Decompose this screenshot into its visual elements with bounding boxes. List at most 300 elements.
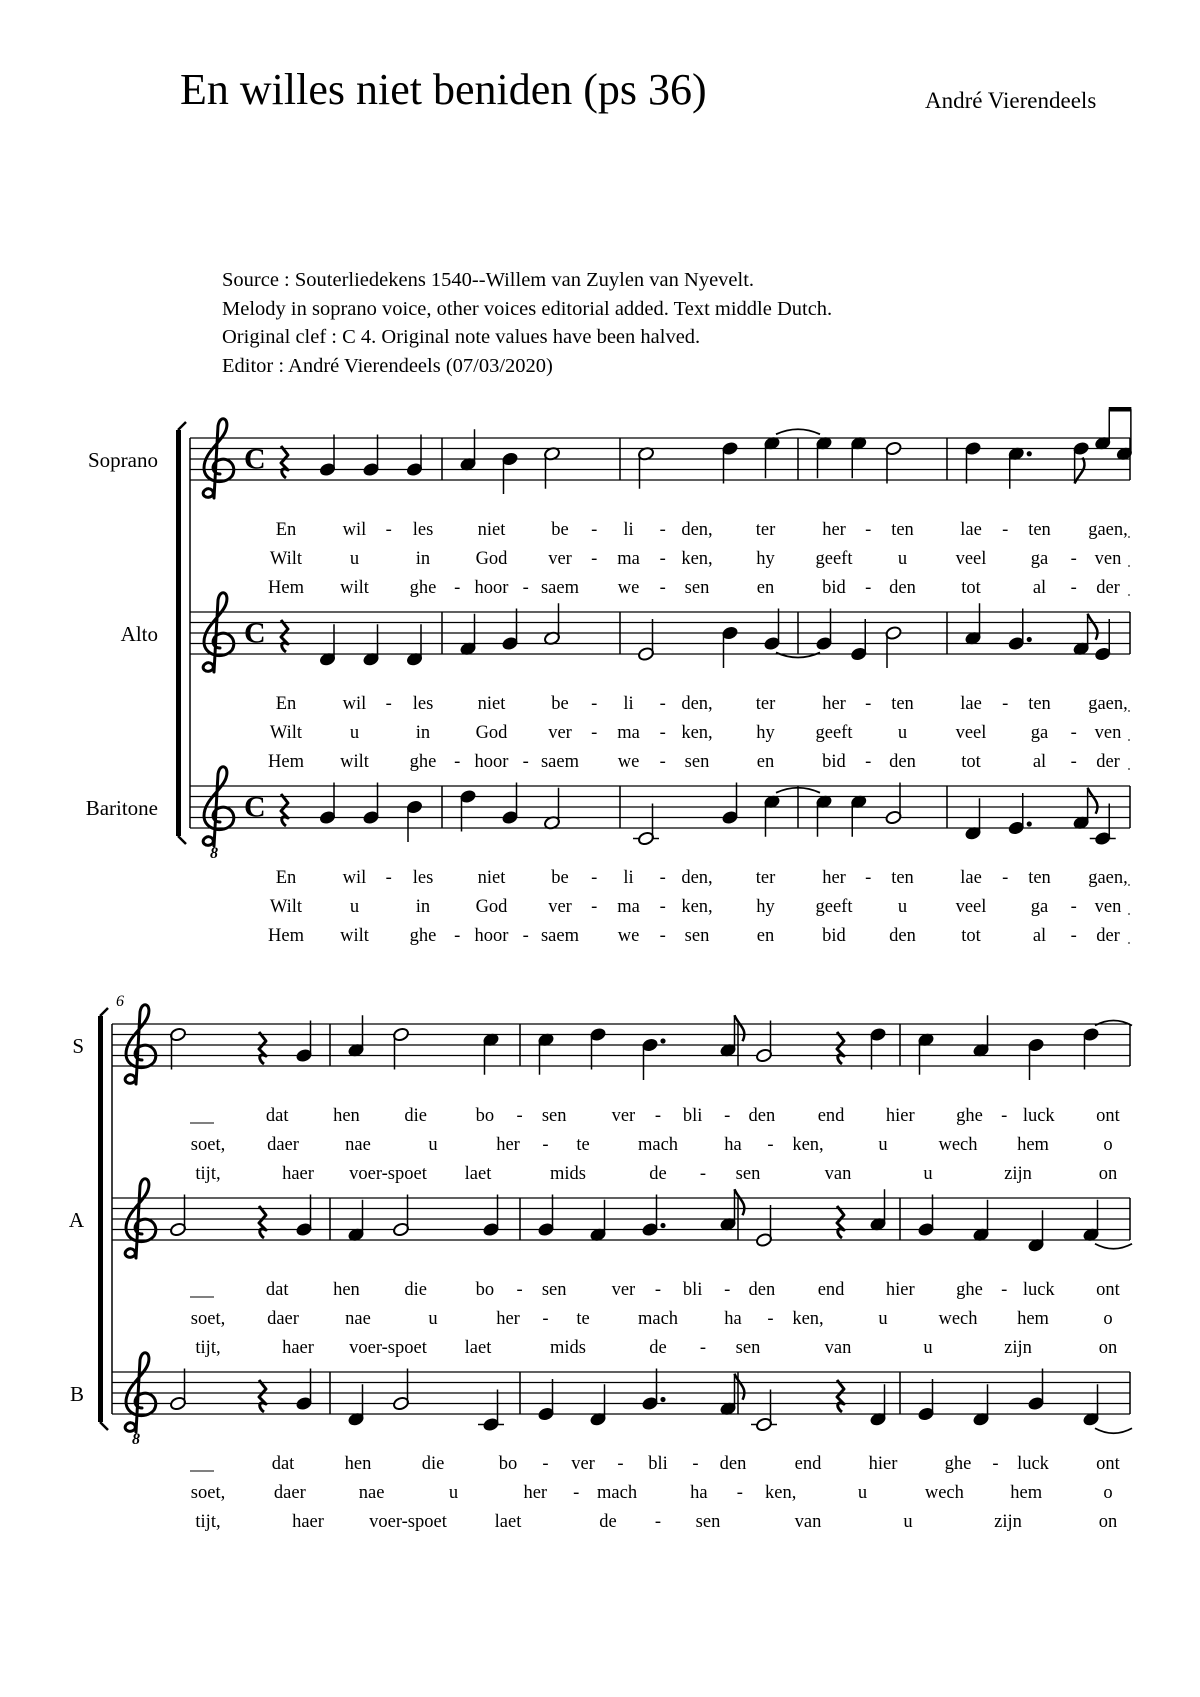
lyric-syllable: o: [1103, 1309, 1113, 1329]
lyric-syllable: den: [719, 1454, 747, 1474]
lyric-syllable: al: [1032, 926, 1047, 946]
lyric-syllable: ghe: [944, 1454, 972, 1474]
lyric-syllable: wech: [924, 1483, 964, 1503]
lyric-syllable: der: [1096, 578, 1120, 598]
lyric-syllable: ma: [617, 723, 640, 743]
lyric-hyphen: -: [767, 1309, 774, 1329]
lyric-syllable: dat: [265, 1280, 289, 1300]
lyric-syllable: lae: [960, 868, 982, 888]
lyric-syllable: u: [923, 1338, 933, 1358]
lyric-syllable: bid: [822, 926, 846, 946]
lyric-syllable: daer: [267, 1309, 299, 1329]
lyric-syllable: in: [415, 723, 431, 743]
lyric-hyphen: -: [591, 868, 598, 888]
lyric-syllable: laet: [464, 1338, 492, 1358]
tie: [1095, 1244, 1132, 1249]
lyric-syllable: hem: [1017, 1135, 1049, 1155]
lyric-syllable: bid: [822, 578, 846, 598]
lyric-syllable: luck: [1022, 1106, 1055, 1126]
staff-label: Baritone: [85, 796, 158, 820]
lyric-syllable: niet: [477, 868, 506, 888]
lyric-syllable: u: [897, 897, 908, 917]
lyric-syllable: ten: [891, 520, 914, 540]
lyric-hyphen: -: [454, 926, 461, 946]
lyric-syllable: dat: [265, 1106, 289, 1126]
lyric-syllable: in: [415, 549, 431, 569]
lyric-hyphen: -: [736, 1483, 743, 1503]
lyric-syllable: u: [349, 549, 360, 569]
lyric-hyphen: -: [659, 520, 666, 540]
system-bracket: [98, 1016, 103, 1422]
quarter-rest-icon: [837, 1380, 844, 1412]
lyric-syllable: her: [496, 1135, 520, 1155]
lyric-syllable: u: [428, 1135, 438, 1155]
lyric-syllable: her: [822, 520, 846, 540]
time-signature: C: [244, 616, 266, 650]
lyric-syllable: veel: [955, 897, 987, 917]
measure-number: 6: [116, 993, 124, 1010]
bracket-hook: [100, 1008, 108, 1016]
lyric-syllable: lae: [960, 520, 982, 540]
lyric-syllable: we: [617, 578, 640, 598]
lyric-syllable: les: [412, 520, 434, 540]
lyric-syllable: saem: [540, 926, 580, 946]
lyric-syllable: mach: [597, 1483, 638, 1503]
lyric-syllable: gaen,: [1088, 694, 1128, 714]
lyric-syllable: die: [404, 1106, 427, 1126]
lyric-syllable: o: [1103, 1135, 1113, 1155]
lyric-syllable: van: [824, 1164, 852, 1184]
lyric-syllable: mids: [550, 1338, 586, 1358]
lyric-syllable: ont: [1096, 1106, 1120, 1126]
lyric-syllable: ven: [1094, 549, 1122, 569]
lyric-syllable: tot: [961, 752, 981, 772]
lyric-syllable: tijt,: [195, 1338, 221, 1358]
lyric-syllable: wilt: [340, 926, 369, 946]
lyric-syllable: gaen,: [1088, 868, 1128, 888]
lyric-syllable: En: [275, 694, 297, 714]
source-line: Source : Souterliedekens 1540--Willem van Zuylen van Nyevelt.: [222, 269, 755, 291]
source-line: Original clef : C 4. Original note values have been halved.: [222, 326, 701, 348]
lyric-syllable: u: [857, 1483, 868, 1503]
lyric-hyphen: -: [1002, 520, 1009, 540]
lyric-syllable: sen: [684, 578, 710, 598]
lyric-syllable: die: [421, 1454, 445, 1474]
staff-label: Soprano: [88, 448, 158, 472]
lyric-syllable: Hem: [268, 752, 304, 772]
lyric-hyphen: -: [659, 897, 666, 917]
lyric-syllable: en: [756, 926, 775, 946]
lyric-syllable: bli: [682, 1106, 703, 1126]
lyric-syllable: soet,: [190, 1483, 226, 1503]
lyric-syllable: be: [551, 520, 569, 540]
lyric-syllable: laet: [464, 1164, 492, 1184]
lyric-syllable: on: [1098, 1512, 1118, 1532]
lyric-syllable: nae: [358, 1483, 385, 1503]
lyric-syllable: der: [1096, 926, 1120, 946]
lyric-hyphen: -: [724, 1280, 731, 1300]
lyric-syllable: ver: [548, 723, 572, 743]
tie: [1095, 1428, 1132, 1433]
lyric-syllable: den: [889, 752, 916, 772]
lyric-syllable: gaen,: [1088, 520, 1128, 540]
lyric-syllable: veel: [955, 723, 987, 743]
lyric-hyphen: -: [1001, 1106, 1008, 1126]
lyric-hyphen: -: [865, 752, 872, 772]
lyric-syllable: voer-spoet: [369, 1512, 447, 1532]
lyric-syllable: her: [822, 694, 846, 714]
lyric-hyphen: -: [1070, 897, 1077, 917]
quarter-rest-icon: [259, 1032, 266, 1064]
lyric-syllable: ont: [1096, 1454, 1120, 1474]
lyric-hyphen: -: [1070, 752, 1077, 772]
lyric-syllable: les: [412, 694, 434, 714]
lyric-syllable: de: [649, 1164, 667, 1184]
lyric-syllable: soet,: [190, 1309, 226, 1329]
lyric-syllable: van: [794, 1512, 822, 1532]
lyric-hyphen: -: [992, 1454, 999, 1474]
lyric-syllable: niet: [477, 520, 506, 540]
quarter-rest-icon: [281, 620, 288, 652]
eighth-flag: [735, 1015, 745, 1041]
lyric-syllable: wech: [938, 1309, 978, 1329]
octave-mark: 8: [132, 1431, 140, 1448]
lyric-hyphen: -: [522, 578, 529, 598]
lyric-syllable: hem: [1010, 1483, 1043, 1503]
lyric-syllable: ter: [755, 868, 776, 888]
lyric-hyphen: -: [659, 549, 666, 569]
lyric-hyphen: -: [654, 1512, 662, 1532]
lyric-hyphen: -: [1002, 694, 1009, 714]
lyric-syllable: den: [889, 926, 916, 946]
lyric-syllable: En: [275, 868, 297, 888]
lyric-hyphen: -: [385, 868, 392, 888]
lyric-syllable: al: [1032, 578, 1047, 598]
lyric-hyphen: -: [724, 1106, 731, 1126]
lyric-hyphen: -: [659, 694, 666, 714]
lyric-syllable: tot: [961, 926, 981, 946]
lyric-syllable: bo: [475, 1280, 495, 1300]
lyric-syllable: God: [475, 549, 508, 569]
lyric-syllable: on: [1098, 1164, 1118, 1184]
lyric-hyphen: -: [1001, 1280, 1008, 1300]
lyric-syllable: ken,: [792, 1135, 824, 1155]
lyric-syllable: hy: [756, 897, 775, 917]
lyric-hyphen: -: [1070, 723, 1077, 743]
system-bracket: [176, 430, 181, 836]
lyric-hyphen: -: [865, 520, 872, 540]
quarter-rest-icon: [837, 1032, 844, 1064]
lyric-syllable: bli: [648, 1454, 668, 1474]
lyric-syllable: de: [599, 1512, 617, 1532]
lyric-syllable: ken,: [681, 897, 713, 917]
lyric-syllable: den,: [681, 694, 713, 714]
lyric-syllable: ma: [617, 549, 640, 569]
lyric-syllable: ver: [548, 549, 572, 569]
lyric-syllable: hem: [1017, 1309, 1049, 1329]
augmentation-dot: [1027, 637, 1032, 642]
lyric-syllable: hoor: [474, 752, 509, 772]
eighth-flag: [735, 1189, 745, 1215]
lyric-syllable: al: [1032, 752, 1047, 772]
lyric-hyphen: -: [659, 926, 666, 946]
lyric-syllable: voer-spoet: [349, 1338, 427, 1358]
lyric-hyphen: -: [659, 578, 666, 598]
quarter-rest-icon: [281, 794, 288, 826]
lyric-syllable: sen: [541, 1280, 567, 1300]
lyric-syllable: God: [475, 897, 508, 917]
lyric-syllable: u: [878, 1135, 888, 1155]
lyric-syllable: die: [404, 1280, 427, 1300]
lyric-syllable: ten: [891, 694, 914, 714]
lyric-syllable: van: [824, 1338, 852, 1358]
lyric-syllable: ter: [755, 520, 776, 540]
lyric-syllable: ten: [891, 868, 914, 888]
lyric-syllable: wil: [342, 694, 367, 714]
quarter-rest-icon: [259, 1206, 266, 1238]
lyric-syllable: hy: [756, 549, 775, 569]
lyric-syllable: ten: [1028, 868, 1051, 888]
staff-label: S: [72, 1034, 84, 1058]
lyric-syllable: dat: [271, 1454, 295, 1474]
lyric-hyphen: -: [654, 1280, 662, 1300]
augmentation-dot: [660, 1038, 665, 1043]
staff-label: A: [68, 1208, 84, 1232]
lyric-syllable: on: [1098, 1338, 1118, 1358]
eighth-flag: [1088, 614, 1098, 640]
lyric-syllable: Wilt: [269, 723, 303, 743]
lyric-syllable: ma: [617, 897, 640, 917]
lyric-hyphen: -: [516, 1280, 523, 1300]
lyric-hyphen: -: [617, 1454, 624, 1474]
lyric-syllable: ga: [1030, 897, 1049, 917]
lyric-syllable: ga: [1030, 549, 1049, 569]
staff-label: Alto: [120, 622, 158, 646]
lyric-hyphen: -: [591, 549, 598, 569]
bracket-hook: [178, 836, 186, 844]
lyric-hyphen: -: [542, 1454, 549, 1474]
lyric-syllable: sen: [735, 1338, 761, 1358]
composer-name: André Vierendeels: [925, 88, 1097, 113]
lyric-syllable: daer: [267, 1135, 299, 1155]
lyric-syllable: ghe: [409, 752, 437, 772]
lyric-syllable: tot: [961, 578, 981, 598]
lyric-syllable: in: [415, 897, 431, 917]
lyric-syllable: geeft: [815, 723, 853, 743]
lyric-syllable: u: [448, 1483, 459, 1503]
lyric-hyphen: -: [385, 520, 392, 540]
lyric-syllable: ver: [611, 1280, 636, 1300]
lyric-syllable: u: [897, 549, 908, 569]
lyric-hyphen: -: [654, 1106, 662, 1126]
lyric-syllable: haer: [282, 1164, 314, 1184]
lyric-syllable: ten: [1028, 520, 1051, 540]
lyric-syllable: zijn: [994, 1512, 1022, 1532]
lyric-syllable: ver: [611, 1106, 636, 1126]
lyric-syllable: bid: [822, 752, 846, 772]
lyric-hyphen: -: [1070, 926, 1077, 946]
lyric-syllable: nae: [345, 1135, 371, 1155]
lyric-syllable: les: [412, 868, 434, 888]
lyric-syllable: ha: [690, 1483, 708, 1503]
time-signature: C: [244, 790, 266, 824]
lyric-syllable: ver: [571, 1454, 595, 1474]
lyric-syllable: bo: [475, 1106, 495, 1126]
lyric-syllable: veel: [955, 549, 987, 569]
lyric-syllable: wil: [342, 520, 367, 540]
lyric-syllable: hy: [756, 723, 775, 743]
lyric-syllable: ont: [1096, 1280, 1120, 1300]
lyric-syllable: den: [748, 1106, 776, 1126]
lyric-syllable: tijt,: [195, 1512, 221, 1532]
lyric-syllable: be: [551, 868, 569, 888]
lyric-syllable: haer: [292, 1512, 324, 1532]
lyric-syllable: be: [551, 694, 569, 714]
lyric-syllable: end: [817, 1280, 845, 1300]
augmentation-dot: [1027, 451, 1032, 456]
lyric-syllable: en: [756, 578, 775, 598]
tie: [776, 429, 820, 434]
lyric-syllable: sen: [684, 752, 710, 772]
lyric-syllable: ghe: [956, 1280, 983, 1300]
augmentation-dot: [1027, 821, 1032, 826]
lyric-syllable: her: [822, 868, 846, 888]
lyric-hyphen: -: [865, 694, 872, 714]
lyric-hyphen: -: [1070, 549, 1077, 569]
lyric-syllable: geeft: [815, 549, 853, 569]
lyric-syllable: wilt: [340, 578, 369, 598]
lyric-syllable: lae: [960, 694, 982, 714]
lyric-hyphen: -: [454, 752, 461, 772]
lyric-syllable: te: [576, 1309, 590, 1329]
source-line: Editor : André Vierendeels (07/03/2020): [222, 354, 553, 377]
lyric-syllable: o: [1103, 1483, 1113, 1503]
augmentation-dot: [660, 1223, 665, 1228]
lyric-syllable: ver: [548, 897, 572, 917]
eighth-flag: [735, 1374, 745, 1400]
lyric-syllable: sen: [695, 1512, 721, 1532]
lyric-syllable: li: [623, 694, 634, 714]
lyric-hyphen: -: [573, 1483, 580, 1503]
lyric-hyphen: -: [659, 723, 666, 743]
lyric-hyphen: -: [591, 694, 598, 714]
lyric-syllable: ter: [755, 694, 776, 714]
lyric-syllable: luck: [1017, 1454, 1049, 1474]
lyric-syllable: den: [748, 1280, 776, 1300]
lyric-syllable: den,: [681, 520, 713, 540]
lyric-syllable: voer-spoet: [349, 1164, 427, 1184]
quarter-rest-icon: [281, 446, 288, 478]
lyric-hyphen: -: [516, 1106, 523, 1126]
lyric-syllable: mach: [637, 1309, 679, 1329]
lyric-syllable: ken,: [765, 1483, 797, 1503]
lyric-syllable: soet,: [190, 1135, 226, 1155]
lyric-syllable: ten: [1028, 694, 1051, 714]
lyric-syllable: daer: [273, 1483, 306, 1503]
lyric-syllable: u: [878, 1309, 888, 1329]
lyric-syllable: ven: [1094, 723, 1122, 743]
lyric-syllable: den,: [681, 868, 713, 888]
piece-title: En willes niet beniden (ps 36): [180, 65, 707, 114]
lyric-syllable: saem: [540, 752, 580, 772]
lyric-syllable: ga: [1030, 723, 1049, 743]
lyric-syllable: zijn: [1004, 1338, 1032, 1358]
lyric-syllable: zijn: [1004, 1164, 1032, 1184]
eighth-flag: [1088, 788, 1098, 814]
lyric-hyphen: -: [591, 897, 598, 917]
lyric-syllable: hoor: [474, 578, 509, 598]
lyric-syllable: u: [903, 1512, 913, 1532]
lyric-syllable: u: [349, 897, 360, 917]
lyric-syllable: hier: [885, 1106, 915, 1126]
lyric-syllable: ghe: [409, 578, 437, 598]
lyric-syllable: mach: [637, 1135, 679, 1155]
lyric-hyphen: -: [865, 868, 872, 888]
lyric-hyphen: -: [522, 752, 529, 772]
lyric-syllable: wil: [342, 868, 367, 888]
lyric-syllable: sen: [541, 1106, 567, 1126]
lyric-hyphen: -: [542, 1309, 549, 1329]
lyric-syllable: wilt: [340, 752, 369, 772]
lyric-syllable: den: [889, 578, 916, 598]
tie: [1095, 1021, 1132, 1026]
lyric-syllable: sen: [735, 1164, 761, 1184]
lyric-syllable: ken,: [681, 723, 713, 743]
lyric-hyphen: -: [659, 868, 666, 888]
lyric-syllable: bli: [682, 1280, 703, 1300]
lyric-hyphen: -: [1002, 868, 1009, 888]
lyric-hyphen: -: [692, 1454, 699, 1474]
lyric-hyphen: -: [454, 578, 461, 598]
lyric-syllable: laet: [494, 1512, 522, 1532]
lyric-hyphen: -: [699, 1164, 707, 1184]
lyric-syllable: Hem: [268, 926, 304, 946]
lyric-syllable: hier: [885, 1280, 915, 1300]
lyric-syllable: u: [349, 723, 360, 743]
lyric-hyphen: -: [865, 578, 872, 598]
augmentation-dot: [660, 1397, 665, 1402]
lyric-syllable: ha: [724, 1135, 742, 1155]
lyric-syllable: li: [623, 520, 634, 540]
lyric-syllable: u: [428, 1309, 438, 1329]
lyric-syllable: Hem: [268, 578, 304, 598]
lyric-syllable: we: [617, 926, 640, 946]
lyric-syllable: niet: [477, 694, 506, 714]
lyric-syllable: geeft: [815, 897, 853, 917]
lyric-syllable: her: [523, 1483, 548, 1503]
lyric-hyphen: -: [767, 1135, 774, 1155]
octave-mark: 8: [210, 845, 218, 862]
lyric-syllable: en: [756, 752, 775, 772]
lyric-hyphen: -: [699, 1338, 707, 1358]
lyric-syllable: ghe: [409, 926, 437, 946]
lyric-syllable: li: [623, 868, 634, 888]
lyric-syllable: ghe: [956, 1106, 983, 1126]
lyric-syllable: ken,: [681, 549, 713, 569]
bracket-hook: [178, 422, 186, 430]
lyric-syllable: u: [923, 1164, 933, 1184]
lyric-syllable: te: [576, 1135, 590, 1155]
lyric-syllable: end: [817, 1106, 845, 1126]
lyric-syllable: hier: [868, 1454, 898, 1474]
lyric-hyphen: -: [591, 723, 598, 743]
lyric-syllable: der: [1096, 752, 1120, 772]
lyric-hyphen: -: [542, 1135, 549, 1155]
lyric-syllable: En: [275, 520, 297, 540]
lyric-syllable: wech: [938, 1135, 978, 1155]
source-line: Melody in soprano voice, other voices editorial added. Text middle Dutch.: [222, 297, 833, 320]
lyric-hyphen: -: [385, 694, 392, 714]
